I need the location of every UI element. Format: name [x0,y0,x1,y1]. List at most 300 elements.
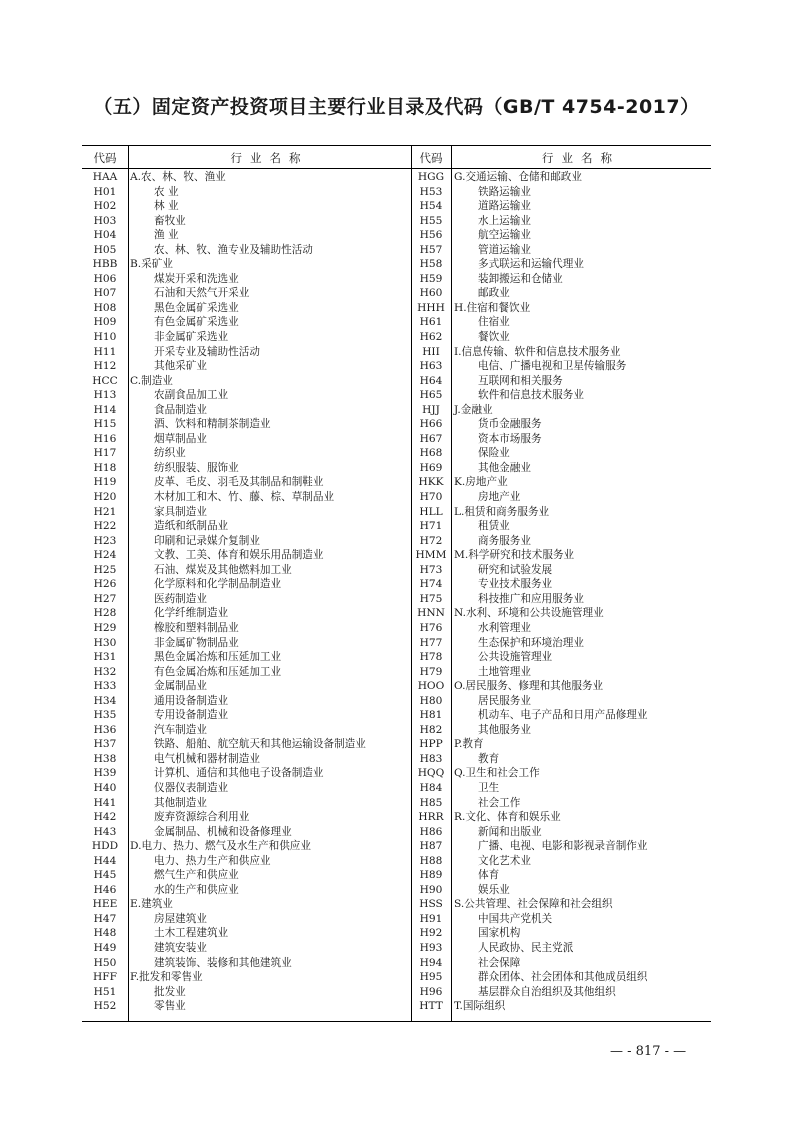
industry-code: H93 [419,941,443,954]
industry-name: 其他制造业 [154,796,207,809]
industry-category-name: J.金融业 [454,403,493,416]
industry-name: 研究和试验发展 [478,563,553,576]
header-name-left: 行业名称 [230,151,309,165]
industry-code: H36 [93,723,117,736]
table-row [411,185,711,200]
industry-code: HPP [419,738,443,751]
industry-code: H38 [93,752,117,765]
industry-code: H75 [419,592,443,605]
industry-code: HSS [419,898,443,911]
header-code-left: 代码 [93,151,117,165]
industry-code: H69 [419,461,443,474]
industry-code: H48 [93,927,117,940]
table-row [82,810,411,825]
table-row [82,926,411,941]
table-row [82,490,411,505]
table-row [82,985,411,1000]
industry-code: H20 [93,491,117,504]
table-row [411,970,711,985]
industry-code: H59 [419,272,443,285]
table-row [411,286,711,301]
table-row [411,839,711,854]
table-row [411,752,711,767]
table-row [411,388,711,403]
table-row [411,519,711,534]
industry-code: H60 [419,287,443,300]
industry-code: H87 [419,840,443,853]
industry-code: H74 [419,578,443,591]
industry-category-name: R.文化、体育和娱乐业 [454,811,561,824]
industry-category-name: K.房地产业 [454,476,508,489]
industry-category-name: I.信息传输、软件和信息技术服务业 [454,345,621,358]
table-row [82,345,411,360]
industry-name: 卫生 [478,781,500,794]
industry-code: H22 [93,520,117,533]
table-row [82,257,411,272]
industry-name: 化学原料和化学制品制造业 [154,578,282,591]
table-row [411,345,711,360]
left-column [82,170,411,1014]
industry-category-name: E.建筑业 [130,898,173,911]
industry-code: H14 [93,403,117,416]
table-header [82,146,711,169]
industry-name: 软件和信息技术服务业 [478,389,584,402]
table-row [411,956,711,971]
industry-category-name: F.批发和零售业 [130,971,203,984]
industry-code: H51 [93,985,117,998]
industry-name: 其他服务业 [478,723,531,736]
industry-name: 土地管理业 [478,665,531,678]
table-row [411,432,711,447]
table-row [82,999,411,1014]
table-row [82,825,411,840]
table-row [82,199,411,214]
industry-name: 教育 [478,752,500,765]
industry-name: 社会保障 [478,956,521,969]
industry-name: 电气机械和器材制造业 [154,752,260,765]
table-row [82,315,411,330]
industry-code: H17 [93,447,117,460]
industry-name: 居民服务业 [478,694,531,707]
industry-name: 畜牧业 [154,214,186,227]
industry-name: 住宿业 [478,316,510,329]
industry-name: 租赁业 [478,520,510,533]
table-row [82,650,411,665]
industry-name: 燃气生产和供应业 [154,869,239,882]
table-row [411,170,711,185]
table-row [411,926,711,941]
table-row [411,592,711,607]
table-row [82,519,411,534]
industry-name: 房地产业 [478,491,521,504]
industry-name: 电信、广播电视和卫星传输服务 [478,360,627,373]
industry-code: H76 [419,621,443,634]
industry-code: H78 [419,651,443,664]
industry-name: 零售业 [154,1000,186,1013]
table-row [411,999,711,1014]
table-row [411,723,711,738]
industry-name: 生态保护和环境治理业 [478,636,584,649]
industry-category-name: H.住宿和餐饮业 [454,301,531,314]
industry-name: 石油、煤炭及其他燃料加工业 [154,563,292,576]
table-row [411,650,711,665]
industry-name: 管道运输业 [478,243,531,256]
industry-code: H82 [419,723,443,736]
table-row [411,243,711,258]
table-row [411,490,711,505]
table-row [82,781,411,796]
industry-code: H05 [93,243,117,256]
industry-name: 新闻和出版业 [478,825,542,838]
industry-code: H03 [93,214,117,227]
table-row [82,679,411,694]
page-number: — - 817 - — [610,1044,687,1059]
industry-name: 酒、饮料和精制茶制造业 [154,418,271,431]
table-row [411,665,711,680]
industry-code: H42 [93,811,117,824]
industry-name: 铁路运输业 [478,185,531,198]
industry-code: H02 [93,200,117,213]
industry-name: 装卸搬运和仓储业 [478,272,563,285]
industry-category-name: Q.卫生和社会工作 [454,767,540,780]
industry-category-name: B.采矿业 [130,258,173,271]
industry-name: 互联网和相关服务 [478,374,563,387]
industry-code: H67 [419,432,443,445]
industry-code: H57 [419,243,443,256]
table-row [82,577,411,592]
table-row [411,766,711,781]
industry-code: H28 [93,607,117,620]
industry-code: HJJ [422,403,440,416]
industry-code: H85 [419,796,443,809]
industry-code: H23 [93,534,117,547]
industry-code: H84 [419,781,443,794]
industry-name: 印刷和记录媒介复制业 [154,534,260,547]
industry-name: 水利管理业 [478,621,531,634]
table-row [411,374,711,389]
table-row [411,912,711,927]
industry-name: 水上运输业 [478,214,531,227]
industry-code: H68 [419,447,443,460]
industry-code: H56 [419,229,443,242]
table-row [411,708,711,723]
table-row [411,883,711,898]
industry-name: 建筑安装业 [154,941,207,954]
industry-code: H83 [419,752,443,765]
industry-name: 公共设施管理业 [478,651,553,664]
industry-name: 多式联运和运输代理业 [478,258,584,271]
table-row [82,403,411,418]
industry-name: 娱乐业 [478,883,510,896]
industry-name: 农 业 [154,185,179,198]
right-column [411,170,711,1014]
industry-category-name: L.租赁和商务服务业 [454,505,550,518]
industry-name: 纺织业 [154,447,186,460]
table-row [411,606,711,621]
table-row [82,214,411,229]
industry-code: H95 [419,971,443,984]
industry-code: H64 [419,374,443,387]
table-row [82,505,411,520]
industry-name: 电力、热力生产和供应业 [154,854,271,867]
table-row [411,417,711,432]
industry-code: H71 [419,520,443,533]
industry-code: H30 [93,636,117,649]
industry-name: 金属制品、机械和设备修理业 [154,825,292,838]
industry-name: 黑色金属矿采选业 [154,301,239,314]
table-row [82,694,411,709]
industry-code: H24 [93,549,117,562]
table-row [411,854,711,869]
table-row [411,461,711,476]
table-row [411,272,711,287]
table-row [411,796,711,811]
industry-code: H46 [93,883,117,896]
industry-code: H06 [93,272,117,285]
industry-category-name: D.电力、热力、燃气及水生产和供应业 [130,840,311,853]
industry-name: 黑色金属冶炼和压延加工业 [154,651,282,664]
table-row [82,286,411,301]
industry-code: H80 [419,694,443,707]
table-row [411,781,711,796]
industry-name: 皮革、毛皮、羽毛及其制品和制鞋业 [154,476,324,489]
industry-name: 纺织服装、服饰业 [154,461,239,474]
industry-code: H09 [93,316,117,329]
industry-name: 林 业 [154,200,179,213]
industry-code: HDD [91,840,119,853]
table-row [82,359,411,374]
industry-code: H55 [419,214,443,227]
industry-code: HKK [418,476,444,489]
industry-name: 群众团体、社会团体和其他成员组织 [478,971,648,984]
table-row [411,621,711,636]
industry-code: H52 [93,1000,117,1013]
industry-category-name: N.水利、环境和公共设施管理业 [454,607,604,620]
industry-code: H37 [93,738,117,751]
industry-name: 基层群众自治组织及其他组织 [478,985,616,998]
industry-code: H47 [93,912,117,925]
table-row [411,810,711,825]
industry-code: H07 [93,287,117,300]
industry-name: 专用设备制造业 [154,709,229,722]
industry-name: 餐饮业 [478,331,510,344]
industry-name: 其他采矿业 [154,360,207,373]
industry-code: H19 [93,476,117,489]
table-row [82,534,411,549]
industry-name: 有色金属矿采选业 [154,316,239,329]
table-row [82,708,411,723]
industry-name: 农副食品加工业 [154,389,229,402]
table-row [82,563,411,578]
industry-name: 汽车制造业 [154,723,207,736]
industry-code: H45 [93,869,117,882]
table-row [411,214,711,229]
table-row [82,854,411,869]
industry-code: HOO [417,680,445,693]
industry-name: 橡胶和塑料制品业 [154,621,239,634]
industry-name: 中国共产党机关 [478,912,553,925]
industry-category-name: O.居民服务、修理和其他服务业 [454,680,604,693]
table-row [411,563,711,578]
industry-name: 批发业 [154,985,186,998]
industry-name: 文化艺术业 [478,854,531,867]
industry-code: H73 [419,563,443,576]
table-row [82,272,411,287]
table-row [82,621,411,636]
table-row [411,199,711,214]
table-row [82,883,411,898]
industry-code: H61 [419,316,443,329]
industry-code: HNN [417,607,445,620]
industry-name: 航空运输业 [478,229,531,242]
industry-code: H15 [93,418,117,431]
industry-name: 国家机构 [478,927,521,940]
industry-category-name: G.交通运输、仓储和邮政业 [454,171,582,183]
header-name-right: 行业名称 [542,151,620,165]
table-row [411,359,711,374]
table-row [82,330,411,345]
table-row [411,315,711,330]
table-row [411,577,711,592]
table-row [411,636,711,651]
industry-name: 渔 业 [154,229,179,242]
industry-name: 烟草制品业 [154,432,207,445]
industry-name: 体育 [478,869,500,882]
industry-code: H96 [419,985,443,998]
industry-name: 土木工程建筑业 [154,927,229,940]
industry-code: HRR [418,811,444,824]
table-row [411,985,711,1000]
table-row [82,592,411,607]
table-row [82,243,411,258]
industry-category-name: S.公共管理、社会保障和社会组织 [454,898,613,911]
industry-code: H29 [93,621,117,634]
industry-name: 计算机、通信和其他电子设备制造业 [154,767,324,780]
table-row [82,301,411,316]
industry-code: H21 [93,505,117,518]
industry-name: 木材加工和木、竹、藤、棕、草制品业 [154,491,335,504]
table-row [411,475,711,490]
industry-code: H33 [93,680,117,693]
table-row [82,228,411,243]
table-row [82,606,411,621]
industry-name: 科技推广和应用服务业 [478,592,584,605]
industry-code: HQQ [417,767,445,780]
industry-code: H08 [93,301,117,314]
table-row [82,796,411,811]
industry-code: H77 [419,636,443,649]
industry-code: H39 [93,767,117,780]
table-row [411,534,711,549]
table-row [411,257,711,272]
table-row [82,374,411,389]
table-row [411,868,711,883]
industry-code: H40 [93,781,117,794]
industry-code: HBB [92,258,118,271]
industry-name: 非金属矿采选业 [154,331,229,344]
industry-category-name: A.农、林、牧、渔业 [130,171,226,183]
industry-code: H50 [93,956,117,969]
industry-code: H34 [93,694,117,707]
industry-code: H32 [93,665,117,678]
industry-name: 煤炭开采和洗选业 [154,272,239,285]
industry-name: 通用设备制造业 [154,694,229,707]
table-row [411,897,711,912]
table-row [82,839,411,854]
industry-name: 水的生产和供应业 [154,883,239,896]
industry-name: 商务服务业 [478,534,531,547]
industry-code: H63 [419,360,443,373]
industry-name: 非金属矿物制品业 [154,636,239,649]
table-row [82,665,411,680]
industry-name: 造纸和纸制品业 [154,520,229,533]
industry-code: H91 [419,912,443,925]
table-row [411,825,711,840]
table-row [82,766,411,781]
industry-name: 食品制造业 [154,403,207,416]
table-row [411,941,711,956]
industry-category-name: C.制造业 [130,374,173,387]
industry-code: H53 [419,185,443,198]
industry-name: 有色金属冶炼和压延加工业 [154,665,282,678]
industry-name: 人民政协、民主党派 [478,941,574,954]
table-row [411,505,711,520]
table-row [411,228,711,243]
industry-code: HFF [93,971,117,984]
industry-code: H49 [93,941,117,954]
industry-code: H12 [93,360,117,373]
industry-code: H88 [419,854,443,867]
industry-name: 铁路、船舶、航空航天和其他运输设备制造业 [154,738,366,751]
industry-category-name: P.教育 [454,738,484,751]
table-row [82,636,411,651]
industry-name: 石油和天然气开采业 [154,287,250,300]
table-row [82,897,411,912]
industry-name: 文教、工美、体育和娱乐用品制造业 [154,549,324,562]
table-row [82,868,411,883]
table-row [411,679,711,694]
industry-name: 邮政业 [478,287,510,300]
industry-name: 广播、电视、电影和影视录音制作业 [478,840,648,853]
industry-code: H89 [419,869,443,882]
industry-code: H44 [93,854,117,867]
industry-code: H58 [419,258,443,271]
industry-name: 社会工作 [478,796,521,809]
industry-code: H16 [93,432,117,445]
industry-code: H70 [419,491,443,504]
industry-code: H90 [419,883,443,896]
industry-name: 机动车、电子产品和日用产品修理业 [478,709,648,722]
industry-category-name: T.国际组织 [454,1000,506,1013]
table-row [411,403,711,418]
industry-name: 房屋建筑业 [154,912,207,925]
industry-code: H41 [93,796,117,809]
industry-name: 废弃资源综合利用业 [154,811,250,824]
industry-code: H18 [93,461,117,474]
industry-code: H79 [419,665,443,678]
table-row [82,388,411,403]
industry-name: 开采专业及辅助性活动 [154,345,260,358]
table-row [82,446,411,461]
industry-code: H62 [419,331,443,344]
page-title: （五）固定资产投资项目主要行业目录及代码（GB/T 4754-2017） [93,96,700,118]
industry-name: 专业技术服务业 [478,578,553,591]
industry-code: HLL [419,505,443,518]
industry-code: HEE [92,898,118,911]
industry-name: 货币金融服务 [478,418,542,431]
industry-name: 仪器仪表制造业 [154,781,229,794]
industry-name: 资本市场服务 [478,432,542,445]
